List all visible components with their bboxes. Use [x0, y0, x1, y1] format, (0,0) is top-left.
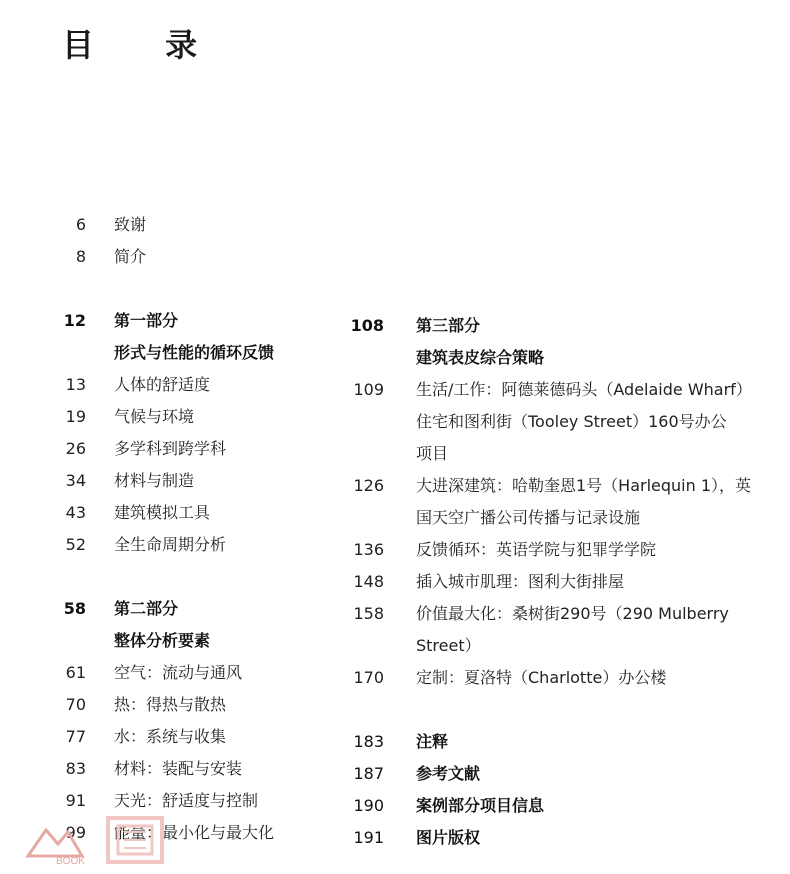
- toc-entry-continuation: [340, 441, 780, 467]
- toc-entry[interactable]: [340, 729, 780, 755]
- entry-label: 参考文献: [416, 764, 481, 783]
- entry-label: 全生命周期分析: [114, 535, 227, 554]
- entry-label: 案例部分项目信息: [416, 796, 545, 815]
- toc-entry-continuation: [340, 409, 780, 435]
- page-number: 108: [350, 316, 384, 335]
- page-number: 43: [65, 503, 86, 522]
- toc-entry[interactable]: [0, 532, 330, 558]
- watermark-icon: [24, 812, 174, 868]
- page-number: 190: [353, 796, 384, 815]
- entry-label: 生活/工作：阿德莱德码头（Adelaide Wharf）: [416, 380, 752, 399]
- entry-label: 插入城市肌理：图利大街排屋: [416, 572, 625, 591]
- entry-label: 整体分析要素: [114, 631, 211, 650]
- entry-label: 建筑模拟工具: [114, 503, 211, 522]
- entry-label: 注释: [416, 732, 449, 751]
- entry-label: 水：系统与收集: [114, 727, 227, 746]
- page-number: 126: [353, 476, 384, 495]
- entry-label: 人体的舒适度: [114, 375, 211, 394]
- toc-entry[interactable]: [340, 665, 780, 691]
- toc-entry[interactable]: [0, 244, 330, 270]
- toc-entry[interactable]: [0, 692, 330, 718]
- entry-label: 材料与制造: [114, 471, 195, 490]
- entry-label: 定制：夏洛特（Charlotte）办公楼: [416, 668, 667, 687]
- entry-label: 致谢: [114, 215, 147, 234]
- page-number: 158: [353, 604, 384, 623]
- page-number: 61: [65, 663, 86, 682]
- page-number: 8: [75, 247, 86, 266]
- page-title: 目 录: [62, 26, 228, 64]
- toc-section-heading[interactable]: [340, 313, 780, 339]
- entry-label: 天光：舒适度与控制: [114, 791, 259, 810]
- page-number: 34: [65, 471, 86, 490]
- page-number: 191: [353, 828, 384, 847]
- entry-label: 热：得热与散热: [114, 695, 227, 714]
- toc-entry-continuation: [340, 505, 780, 531]
- entry-label: 建筑表皮综合策略: [416, 348, 545, 367]
- toc-entry-continuation: [340, 633, 780, 659]
- entry-label: 图片版权: [416, 828, 481, 847]
- toc-entry[interactable]: [340, 825, 780, 851]
- page-number: 6: [75, 215, 86, 234]
- entry-label: 形式与性能的循环反馈: [114, 343, 275, 362]
- page-number: 58: [63, 599, 86, 618]
- entry-label: 第一部分: [114, 311, 179, 330]
- entry-label: 项目: [416, 444, 449, 463]
- page-number: 109: [353, 380, 384, 399]
- page-number: 183: [353, 732, 384, 751]
- page-number: 99: [65, 823, 86, 842]
- toc-section-heading[interactable]: [0, 596, 330, 622]
- toc-entry[interactable]: [0, 500, 330, 526]
- toc-entry[interactable]: [340, 761, 780, 787]
- toc-entry[interactable]: [0, 756, 330, 782]
- toc-entry[interactable]: [0, 436, 330, 462]
- page-number: 148: [353, 572, 384, 591]
- page-number: 13: [65, 375, 86, 394]
- toc-section-heading[interactable]: [0, 308, 330, 334]
- toc-entry[interactable]: [340, 537, 780, 563]
- toc-section-title: [0, 628, 330, 654]
- entry-label: 能量：最小化与最大化: [114, 823, 275, 842]
- watermark-text: BOOK: [56, 856, 85, 867]
- page-number: 12: [63, 311, 86, 330]
- entry-label: 反馈循环：英语学院与犯罪学学院: [416, 540, 657, 559]
- toc-section-title: [340, 345, 780, 371]
- page-number: 26: [65, 439, 86, 458]
- toc-entry[interactable]: [0, 724, 330, 750]
- entry-label: 大进深建筑：哈勒奎恩1号（Harlequin 1），英: [416, 476, 752, 495]
- toc-section-title: [0, 340, 330, 366]
- toc-entry[interactable]: [0, 660, 330, 686]
- page-number: 19: [65, 407, 86, 426]
- page-number: 52: [65, 535, 86, 554]
- toc-entry[interactable]: [340, 601, 780, 627]
- entry-label: 空气：流动与通风: [114, 663, 243, 682]
- toc-entry[interactable]: [340, 377, 780, 403]
- entry-label: 第二部分: [114, 599, 179, 618]
- entry-label: 国天空广播公司传播与记录设施: [416, 508, 641, 527]
- publisher-watermark-logo: [24, 812, 174, 868]
- toc-entry[interactable]: [340, 793, 780, 819]
- page-number: 83: [65, 759, 86, 778]
- toc-entry[interactable]: [0, 468, 330, 494]
- page-number: 91: [65, 791, 86, 810]
- entry-label: 价值最大化：桑树街290号（290 Mulberry: [416, 604, 729, 623]
- page-number: 187: [353, 764, 384, 783]
- toc-entry[interactable]: [0, 788, 330, 814]
- page-number: 136: [353, 540, 384, 559]
- toc-entry[interactable]: [340, 473, 780, 499]
- toc-entry[interactable]: [0, 404, 330, 430]
- entry-label: 简介: [114, 247, 147, 266]
- entry-label: 多学科到跨学科: [114, 439, 227, 458]
- page-number: 70: [65, 695, 86, 714]
- toc-entry[interactable]: [0, 212, 330, 238]
- page-number: 170: [353, 668, 384, 687]
- entry-label: Street）: [416, 636, 481, 655]
- toc-entry[interactable]: [0, 372, 330, 398]
- entry-label: 材料：装配与安装: [114, 759, 243, 778]
- entry-label: 气候与环境: [114, 407, 195, 426]
- entry-label: 住宅和图利街（Tooley Street）160号办公: [416, 412, 727, 431]
- toc-entry[interactable]: [340, 569, 780, 595]
- entry-label: 第三部分: [416, 316, 481, 335]
- page-number: 77: [65, 727, 86, 746]
